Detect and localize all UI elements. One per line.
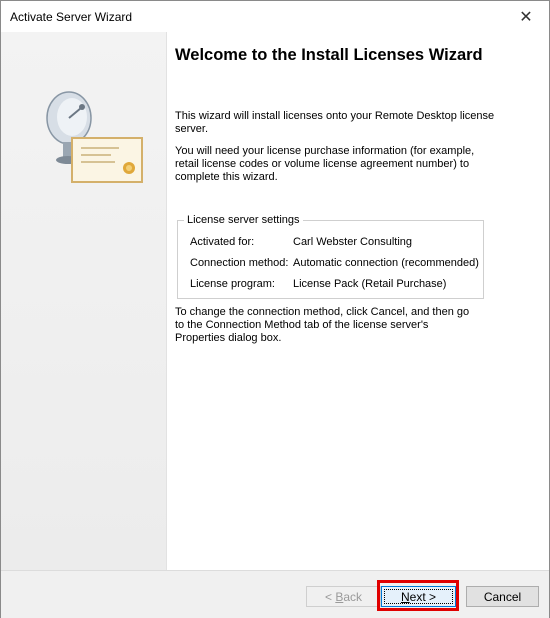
group-label: License server settings bbox=[184, 214, 303, 226]
change-connection-text: To change the connection method, click Cancel, and then go to the Connection Method tab of the license server's Properties dialog box. bbox=[175, 306, 470, 344]
settings-label: Activated for: bbox=[190, 236, 255, 248]
next-button-label: ext > bbox=[409, 589, 437, 604]
next-button-mnemonic: N bbox=[400, 589, 410, 604]
wizard-side-panel bbox=[1, 32, 167, 570]
intro-text: This wizard will install licenses onto your Remote Desktop license server. bbox=[175, 110, 495, 135]
wizard-content bbox=[174, 32, 534, 570]
certificate-icon bbox=[72, 138, 142, 182]
cancel-button[interactable]: Cancel bbox=[466, 586, 539, 607]
window-title: Activate Server Wizard bbox=[10, 10, 133, 24]
next-button[interactable] bbox=[381, 586, 456, 607]
back-button-label: ack bbox=[343, 589, 363, 604]
back-button-mnemonic: B bbox=[335, 589, 344, 604]
settings-label: License program: bbox=[190, 278, 275, 290]
close-icon[interactable]: ✕ bbox=[519, 8, 533, 26]
title-bar bbox=[1, 1, 549, 32]
settings-value: Automatic connection (recommended) bbox=[293, 257, 479, 269]
license-server-settings-group bbox=[177, 214, 484, 299]
back-button-prefix: < bbox=[324, 589, 336, 604]
button-bar bbox=[1, 570, 549, 618]
settings-value: Carl Webster Consulting bbox=[293, 236, 413, 248]
purchase-info-text: You will need your license purchase information (for example, retail license codes or volume license agreement number) to complete this wizard. bbox=[175, 145, 475, 183]
page-title: Welcome to the Install Licenses Wizard bbox=[175, 46, 483, 64]
license-server-illustration bbox=[39, 80, 151, 190]
back-button[interactable] bbox=[306, 586, 381, 607]
settings-label: Connection method: bbox=[190, 257, 289, 269]
settings-value: License Pack (Retail Purchase) bbox=[293, 278, 447, 290]
